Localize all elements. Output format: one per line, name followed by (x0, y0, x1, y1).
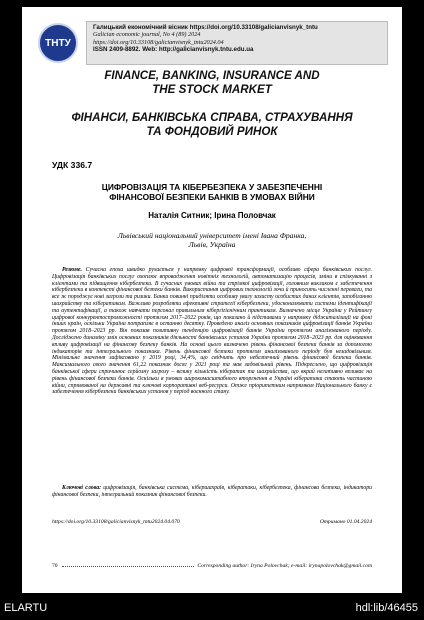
affiliation (22, 231, 402, 249)
article-doi-link[interactable]: https://doi.org/10.33108/galicianvisnyk_tntu2024.04.070 (52, 519, 180, 525)
affiliation-line: Львівський національний університет імені Івана Франка, (117, 231, 307, 240)
journal-info-box (86, 21, 388, 65)
affiliation-line: Львів, Україна (188, 240, 236, 249)
article-title-line: ФІНАНСОВОЇ БЕЗПЕКИ БАНКІВ В УМОВАХ ВІЙНИ (109, 192, 315, 202)
issue-doi: https://doi.org/10.33108/galicianvisnyk_tntu2024.04 (93, 38, 224, 46)
journal-name: Галицький економічний вісник https://doi.org/10.33108/galicianvisnyk_tntu (93, 24, 318, 31)
article-title (62, 182, 362, 202)
page-footer (52, 561, 372, 569)
journal-issue: Galician economic journal, No 4 (89) 2024 (93, 31, 201, 39)
article-title-line: ЦИФРОВІЗАЦІЯ ТА КІБЕРБЕЗПЕКА У ЗАБЕЗПЕЧЕННІ (101, 182, 323, 192)
keywords-label: Ключові слова: (62, 485, 101, 491)
section-title-ua-line: ТА ФОНДОВИЙ РИНОК (146, 125, 278, 138)
page-number: 70 (52, 563, 58, 569)
issn-web: ISSN 2409-8892. Web: http://galicianvisnyk.tntu.edu.ua (93, 46, 254, 54)
journal-header (38, 21, 388, 65)
journal-logo: ТНТУ (38, 23, 78, 63)
corresponding-author: Corresponding author: Iryna Polovchak; e-mail: irynapolovchak@gmail.com (197, 563, 372, 569)
keywords (52, 485, 372, 499)
received-date: Отримано 01.04.2024 (319, 519, 372, 525)
section-title-en-line: FINANCE, BANKING, INSURANCE AND (104, 69, 320, 82)
repository-name: ELARTU (4, 602, 48, 614)
abstract-text: Сучасна епоха швидко рухається у напрямку цифрової трансформації, особливо сфера банківських послуг. Цифровізація банківських послуг охоплює впровадження новітніх технологій, автоматизацію процесів, зміни в спілкуванні з клієнтами та підвищення кібербезпеки. В сучасних умовах війни та стрімкої цифровізації, головним викликом є забезпечення кібербезпеки в контексті фінансової безпеки банків. Використання цифрових технологій зочи й приносить численні переваги, та все ж породжує нові загрози та ризики. Банки повинні приділяти особливу увагу захисту особистих даних клієнтів, запобіганню шахрайству та кібератакам. Важливо розробляти ефективні стратегії кібербезпеки, удосконалювати системи ідентифікації та аутентифікації, а також навчати персонал правильним кібергігієнічним практикам. Визначено місце України у Рейтингу цифрової конкурентоспроможності протягом 2017–2022 років, що показано й підставами у напрямку діджиталізації на фоні інших країн, оскільки Україна потрапляє в останню десятку. Проведено аналіз основних показників цифровізації банків України протягом 2018–2023 рр. Він показав позитивну тенденцію цифровізації банків України протягом аналізованого періоду. Досліджено динаміку змін основних показників діяльності банківських установ України протягом 2018–2023 рр. для оцінювання впливу цифровізації на фінансову безпеку банків. На основі цього визначено рівень фінансової безпеки банків за допомогою індикаторів та інтегрального показника. Рівень фінансової безпеки протягом аналізованого періоду був незадовільним. Мінімальне значення зафіксовано у 2019 році, 34,4%, що свідчить про небезпечний рівень фінансової безпеки банків. Максимального свого значення 61,22 показник досяг у 2021 році та мав задовільний рівень. Підкреслено, що цифровізація банківської сфери спричинює серйозну загрозу – велику кількість кібератак та шахрайства, що вкрай негативно впливає на рівень фінансової безпеки банків. Оскільки в умовах широкомасштабного вторгнення в Україні кібератаки стають частиною війни, спрямованої на державні та ключові корпоративні веб-ресурси. Отже пріоритетним напрямком Національного банку є забезпечення кібербезпеки банківських установ у період воєнного стану. (52, 267, 372, 396)
section-title-ukrainian (22, 111, 402, 139)
keywords-text: цифровізація, банківська система, кібершахраїв, кібератаки, кібербезпека, фінансова безпека, індикатори фінансової безпеки, інтегральний показник фінансової безпеки. (52, 485, 372, 498)
abstract (52, 267, 372, 396)
abstract-label: Резюме. (62, 267, 82, 273)
authors: Наталія Ситник; Ірина Половчак (148, 211, 276, 220)
section-title-en-line: THE STOCK MARKET (152, 83, 272, 96)
handle-id: hdl:lib/46455 (355, 602, 418, 614)
section-title-ua-line: ФІНАНСИ, БАНКІВСЬКА СПРАВА, СТРАХУВАННЯ (71, 111, 353, 124)
udk-code: УДК 336.7 (52, 160, 93, 170)
journal-page (22, 7, 402, 593)
section-title-english (22, 69, 402, 97)
dotted-leader (62, 561, 195, 567)
